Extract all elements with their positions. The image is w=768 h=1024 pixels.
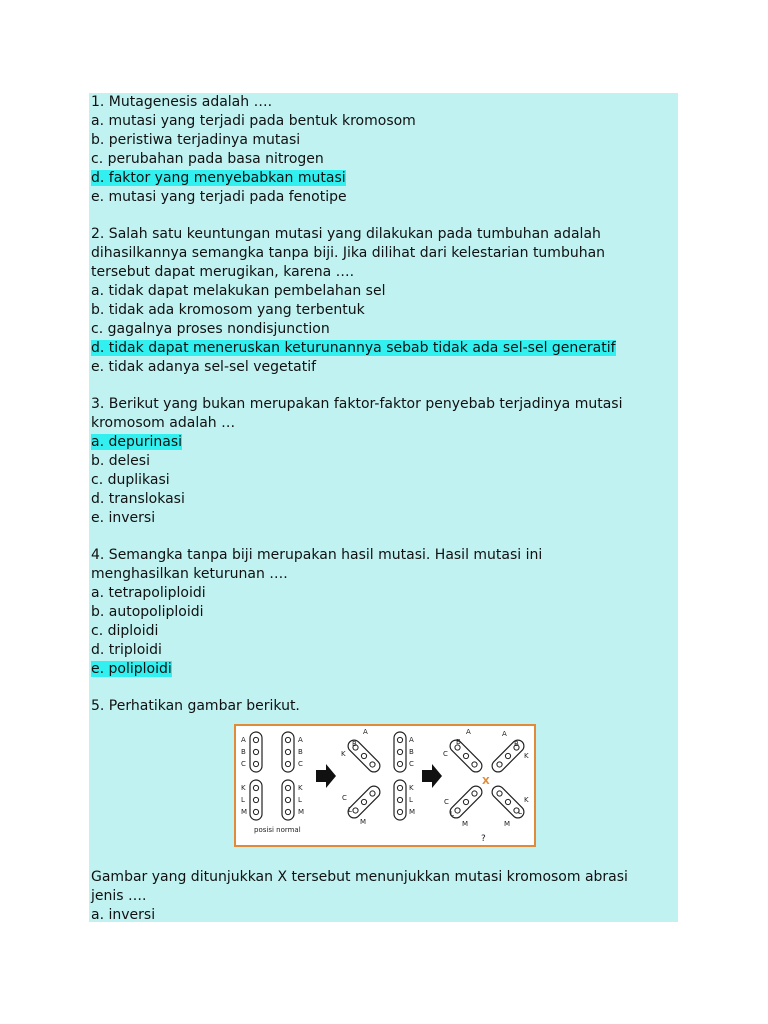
gene-label: M: [298, 808, 305, 816]
gene-label: A: [409, 736, 414, 744]
answer-option: [91, 150, 678, 169]
gene-label: C: [298, 760, 303, 768]
question-2: [91, 225, 678, 377]
line-text: d. triploidi: [91, 642, 162, 658]
line-text: c. duplikasi: [91, 472, 170, 488]
answer-option: [91, 301, 678, 320]
question-stem-line: [91, 414, 678, 433]
line-text: a. inversi: [91, 907, 156, 923]
gene-label: B: [298, 748, 303, 756]
answer-option: [91, 112, 678, 131]
x-mark: X: [482, 776, 490, 787]
gene-label: L: [518, 808, 522, 816]
correct-answer-highlight: a. depurinasi: [91, 434, 183, 450]
answer-option-correct: [91, 660, 678, 679]
gene-label: A: [363, 728, 368, 736]
line-text: e. mutasi yang terjadi pada fenotipe: [91, 189, 347, 205]
answer-option: [91, 452, 678, 471]
answer-option: [91, 282, 678, 301]
question-stem-line: [91, 565, 678, 584]
answer-option: [91, 622, 678, 641]
gene-label: B: [456, 738, 461, 746]
question-stem-line: [91, 395, 678, 414]
question-list: [91, 93, 678, 716]
gene-label: K: [524, 796, 529, 804]
gene-label: M: [360, 818, 367, 826]
panel-cross: [443, 728, 529, 844]
line-text: d. translokasi: [91, 491, 185, 507]
line-text: tersebut dapat merugikan, karena ….: [91, 264, 355, 280]
correct-answer-highlight: d. faktor yang menyebabkan mutasi: [91, 170, 346, 186]
question-5-continuation: [91, 868, 678, 925]
question-sheet: [89, 93, 678, 922]
line-text: c. perubahan pada basa nitrogen: [91, 151, 324, 167]
line-text: b. peristiwa terjadinya mutasi: [91, 132, 301, 148]
gene-label: L: [298, 796, 302, 804]
question-1: [91, 93, 678, 207]
question-stem-line: [91, 263, 678, 282]
gene-label: L: [241, 796, 245, 804]
gene-label: L: [450, 810, 454, 818]
answer-option-correct: [91, 339, 678, 358]
answer-option-correct: [91, 169, 678, 188]
gene-label: A: [298, 736, 303, 744]
answer-option: [91, 490, 678, 509]
figure-container: [91, 724, 678, 854]
answer-option-correct: [91, 433, 678, 452]
gene-label: L: [409, 796, 413, 804]
answer-option: [91, 509, 678, 528]
gene-label: K: [298, 784, 303, 792]
gene-label: C: [342, 794, 347, 802]
gene-label: C: [444, 798, 449, 806]
answer-option: [91, 603, 678, 622]
question-stem-line: [91, 93, 678, 112]
line-text: b. delesi: [91, 453, 150, 469]
answer-option: [91, 641, 678, 660]
gene-label: A: [241, 736, 246, 744]
question-stem-line: [91, 546, 678, 565]
line-text: e. inversi: [91, 510, 156, 526]
gene-label: B: [409, 748, 414, 756]
question-stem-line: [91, 868, 678, 887]
line-text: a. tidak dapat melakukan pembelahan sel: [91, 283, 386, 299]
gene-label: A: [466, 728, 471, 736]
line-text: dihasilkannya semangka tanpa biji. Jika dilihat dari kelestarian tumbuhan: [91, 245, 606, 261]
line-text: c. gagalnya proses nondisjunction: [91, 321, 330, 337]
panel-normal: [241, 732, 304, 834]
line-text: e. tidak adanya sel-sel vegetatif: [91, 359, 317, 375]
gene-label: K: [524, 752, 529, 760]
line-text: kromosom adalah …: [91, 415, 236, 431]
chromosome-figure: [234, 724, 536, 847]
line-text: a. tetrapoliploidi: [91, 585, 206, 601]
answer-option: [91, 471, 678, 490]
gene-label: A: [502, 730, 507, 738]
line-text: b. tidak ada kromosom yang terbentuk: [91, 302, 365, 318]
line-text: menghasilkan keturunan ….: [91, 566, 288, 582]
line-text: Gambar yang ditunjukkan X tersebut menunjukkan mutasi kromosom abrasi: [91, 869, 628, 885]
answer-option: [91, 358, 678, 377]
chromosome-diagram: [236, 726, 534, 845]
gene-label: M: [504, 820, 511, 828]
question-4: [91, 546, 678, 679]
gene-label: B: [352, 740, 357, 748]
gene-label: K: [409, 784, 414, 792]
question-3: [91, 395, 678, 528]
figure-caption: posisi normal: [254, 826, 301, 834]
line-text: 5. Perhatikan gambar berikut.: [91, 698, 300, 714]
question-mark: ?: [481, 834, 486, 844]
gene-label: L: [348, 806, 352, 814]
gene-label: C: [443, 750, 448, 758]
line-text: 2. Salah satu keuntungan mutasi yang dilakukan pada tumbuhan adalah: [91, 226, 601, 242]
gene-label: B: [514, 740, 519, 748]
gene-label: B: [241, 748, 246, 756]
answer-option: [91, 131, 678, 150]
gene-label: M: [462, 820, 469, 828]
correct-answer-highlight: d. tidak dapat meneruskan keturunannya sebab tidak ada sel-sel generatif: [91, 340, 616, 356]
answer-option: [91, 584, 678, 603]
arrow-right-icon: [316, 764, 336, 788]
gene-label: K: [241, 784, 246, 792]
gene-label: M: [241, 808, 248, 816]
answer-option: [91, 320, 678, 339]
question-stem-line: [91, 225, 678, 244]
line-text: b. autopoliploidi: [91, 604, 204, 620]
line-text: 3. Berikut yang bukan merupakan faktor-faktor penyebab terjadinya mutasi: [91, 396, 623, 412]
question-5-text: [91, 868, 678, 925]
correct-answer-highlight: e. poliploidi: [91, 661, 172, 677]
gene-label: C: [409, 760, 414, 768]
gene-label: M: [409, 808, 416, 816]
line-text: 4. Semangka tanpa biji merupakan hasil mutasi. Hasil mutasi ini: [91, 547, 543, 563]
question-stem-line: [91, 697, 678, 716]
answer-option: [91, 188, 678, 207]
question-5: [91, 697, 678, 716]
arrow-right-icon: [422, 764, 442, 788]
line-text: 1. Mutagenesis adalah ….: [91, 94, 273, 110]
line-text: c. diploidi: [91, 623, 159, 639]
panel-rotated: [341, 728, 415, 826]
line-text: jenis ….: [91, 888, 147, 904]
answer-option: [91, 906, 678, 925]
question-stem-line: [91, 244, 678, 263]
line-text: a. mutasi yang terjadi pada bentuk kromosom: [91, 113, 416, 129]
gene-label: C: [241, 760, 246, 768]
gene-label: K: [341, 750, 346, 758]
question-stem-line: [91, 887, 678, 906]
